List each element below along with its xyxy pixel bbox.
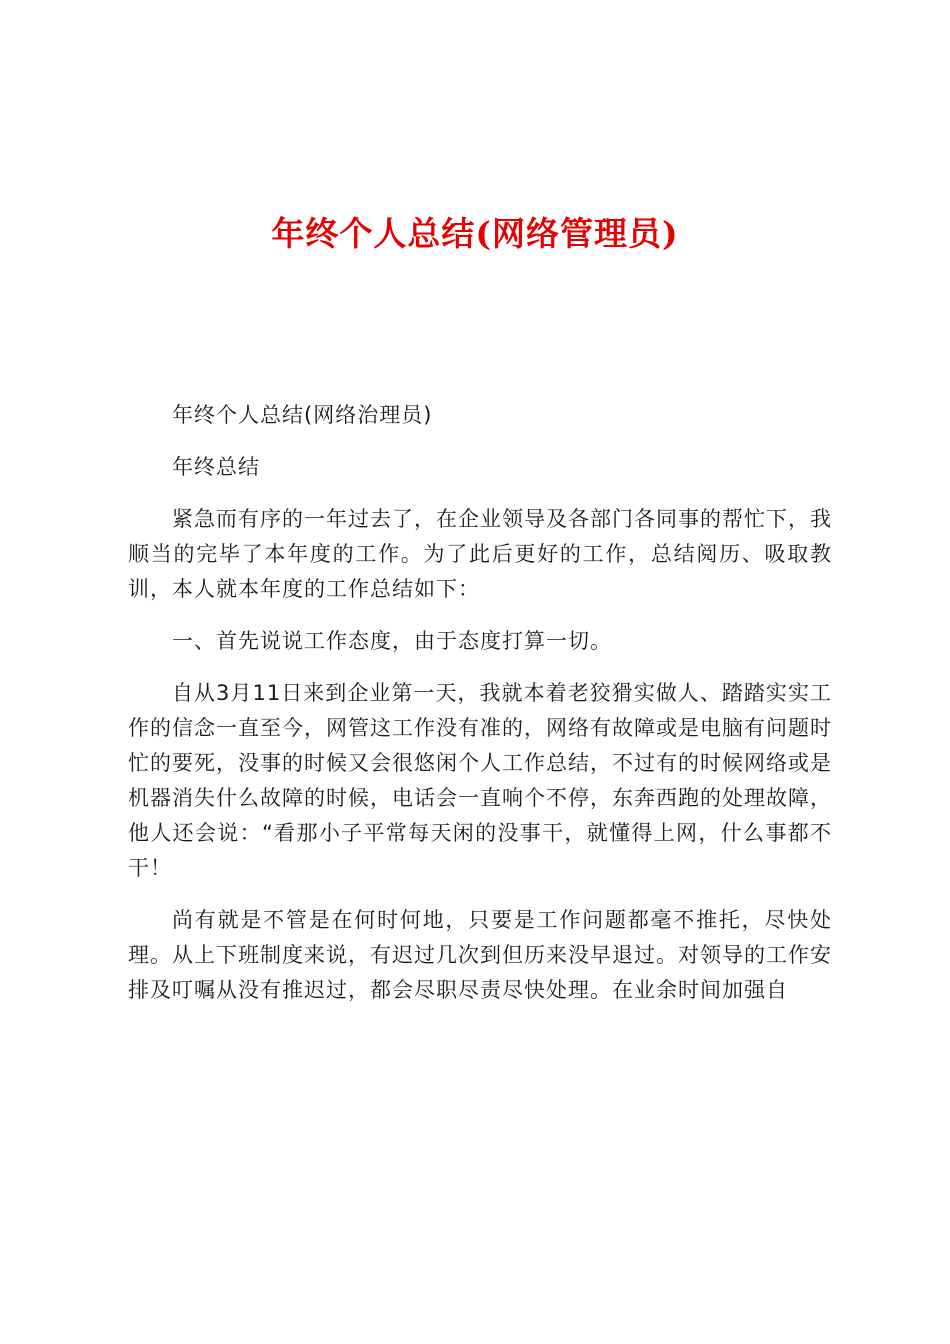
paragraph-intro: 紧急而有序的一年过去了，在企业领导及各部门各同事的帮忙下，我顺当的完毕了本年度的工作。为了此后更好的工作，总结阅历、吸取教训，本人就本年度的工作总结如下： xyxy=(128,507,832,601)
paragraph-section-one: 一、首先说说工作态度，由于态度打算一切。 xyxy=(172,629,612,653)
document-title: 年终个人总结(网络管理员) xyxy=(271,214,679,253)
document-body xyxy=(128,398,832,1025)
paragraph-subtitle: 年终个人总结(网络治理员) xyxy=(172,403,433,427)
paragraph-heading: 年终总结 xyxy=(172,455,260,479)
paragraph-work-attitude: 自从3月11日来到企业第一天，我就本着老狡猾实做人、踏踏实实工作的信念一直至今，网管这工作没有准的，网络有故障或是电脑有问题时忙的要死，没事的时候又会很悠闲个人工作总结，不过有的时候网络或是机器消失什么故障的时候，电话会一直响个不停，东奔西跑的处理故障，他人还会说：“看那小子平常每天闲的没事干，就懂得上网，什么事都不干！ xyxy=(128,681,832,880)
paragraph-diligence: 尚有就是不管是在何时何地，只要是工作问题都毫不推托，尽快处理。从上下班制度来说，有迟过几次到但历来没早退过。对领导的工作安排及叮嘱从没有推迟过，都会尽职尽责尽快处理。在业余时间加强自 xyxy=(128,908,832,1002)
